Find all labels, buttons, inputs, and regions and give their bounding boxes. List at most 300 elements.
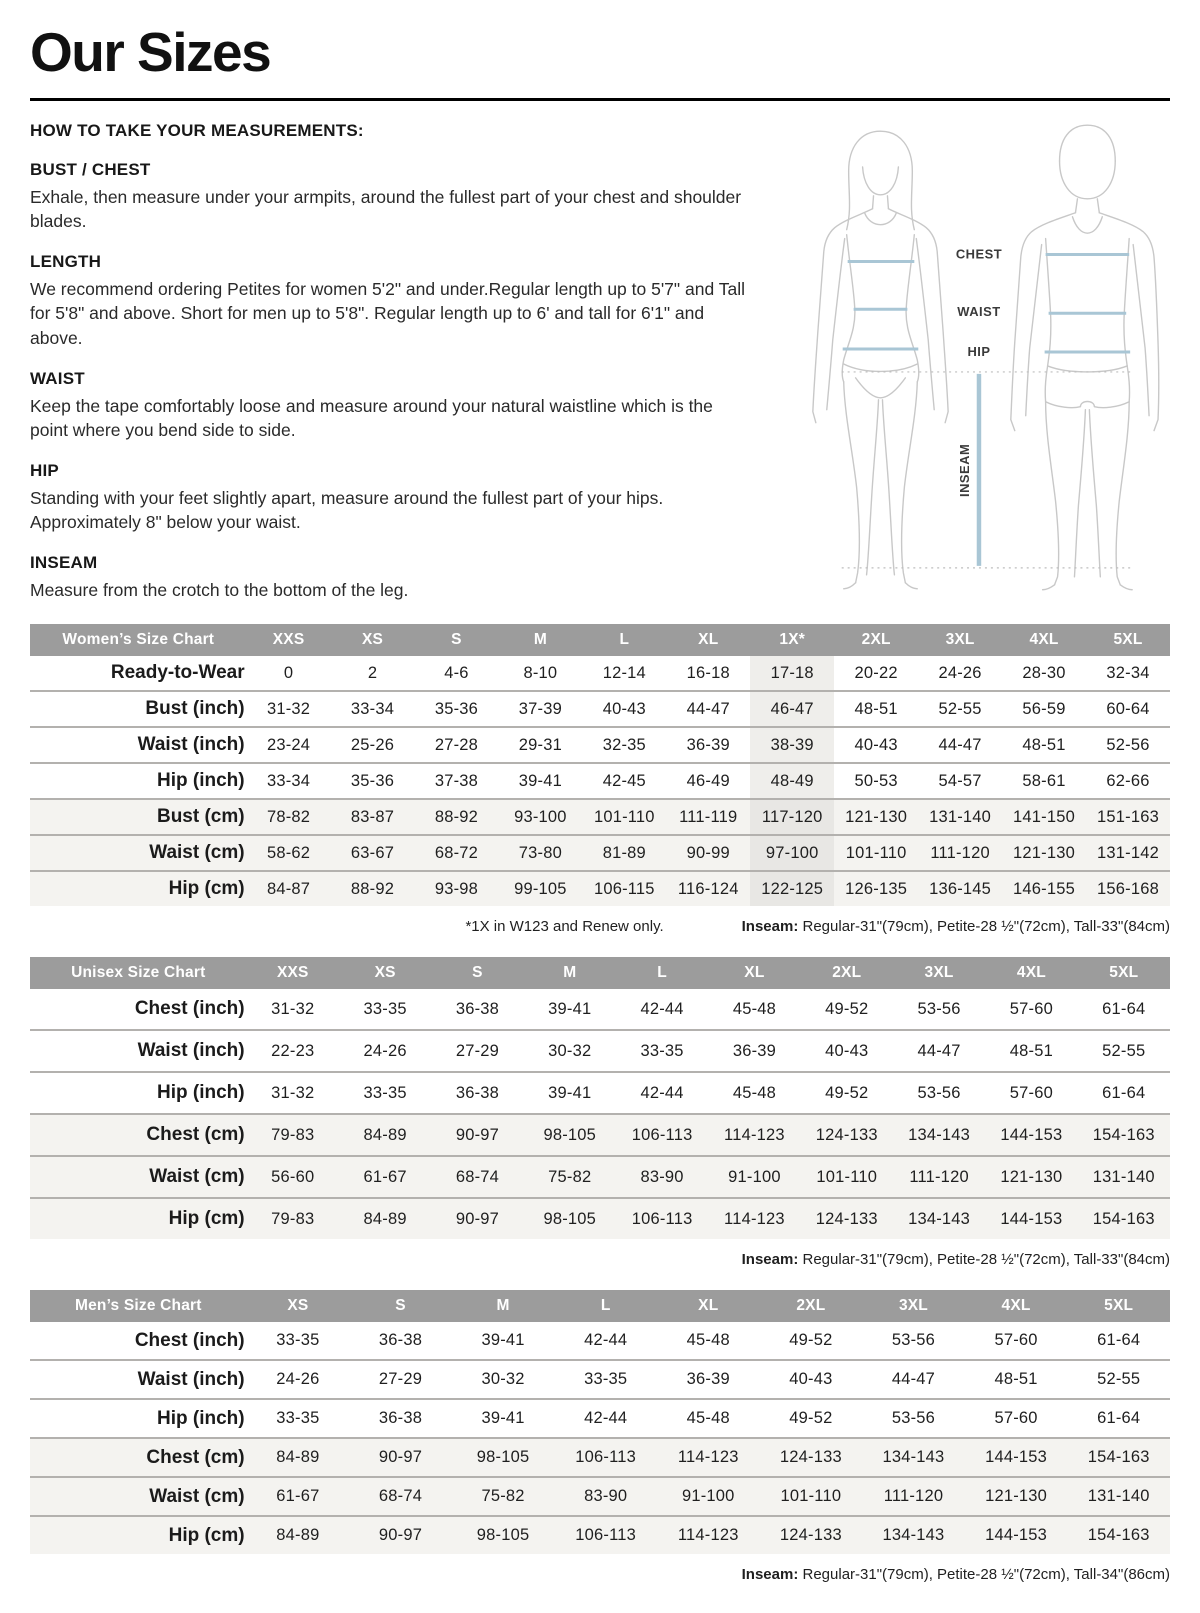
table-row — [30, 835, 1170, 871]
size-cell: 56-59 — [1002, 691, 1086, 727]
section-body-waist: Keep the tape comfortably loose and measure around your natural waistline which is the point where you bend side to side. — [30, 395, 713, 440]
size-cell: 53-56 — [862, 1399, 965, 1438]
size-cell: 42-44 — [616, 989, 708, 1030]
size-cell: 52-55 — [1067, 1360, 1170, 1399]
column-header: 5XL — [1078, 957, 1170, 989]
size-cell: 61-64 — [1067, 1322, 1170, 1360]
column-header: 2XL — [834, 624, 918, 656]
size-cell: 97-100 — [750, 835, 834, 871]
size-cell: 33-35 — [247, 1322, 350, 1360]
size-cell: 45-48 — [708, 989, 800, 1030]
size-cell: 52-55 — [918, 691, 1002, 727]
section-title-waist: WAIST — [30, 368, 85, 388]
size-cell: 122-125 — [750, 871, 834, 906]
size-cell: 42-44 — [554, 1399, 657, 1438]
table-row — [30, 1438, 1170, 1477]
size-cell: 44-47 — [918, 727, 1002, 763]
size-cell: 106-113 — [554, 1438, 657, 1477]
size-cell: 57-60 — [965, 1399, 1068, 1438]
row-label: Bust (inch) — [30, 691, 247, 727]
size-cell: 61-67 — [247, 1477, 350, 1516]
body-figures-illustration — [784, 117, 1162, 593]
size-cell: 124-133 — [801, 1198, 893, 1239]
size-cell: 27-29 — [431, 1030, 523, 1072]
size-cell: 151-163 — [1086, 799, 1170, 835]
size-cell: 154-163 — [1067, 1516, 1170, 1554]
row-label: Hip (cm) — [30, 1516, 247, 1554]
size-cell: 42-44 — [554, 1322, 657, 1360]
table-row — [30, 727, 1170, 763]
size-cell: 36-38 — [349, 1399, 452, 1438]
size-cell: 68-74 — [431, 1156, 523, 1198]
womens-table-footnotes — [30, 918, 1170, 935]
how-to-heading: HOW TO TAKE YOUR MEASUREMENTS: — [30, 121, 364, 140]
table-row — [30, 1516, 1170, 1554]
size-cell: 33-35 — [247, 1399, 350, 1438]
footnote-inseam-men: Inseam: Regular-31"(79cm), Petite-28 ½"(72cm), Tall-34"(86cm) — [741, 1566, 1170, 1584]
table-row — [30, 1114, 1170, 1156]
size-cell: 134-143 — [862, 1516, 965, 1554]
size-cell: 63-67 — [331, 835, 415, 871]
size-cell: 33-34 — [247, 763, 331, 799]
size-cell: 154-163 — [1067, 1438, 1170, 1477]
size-cell: 91-100 — [708, 1156, 800, 1198]
size-cell: 48-51 — [965, 1360, 1068, 1399]
size-cell: 39-41 — [498, 763, 582, 799]
column-header: 5XL — [1086, 624, 1170, 656]
size-cell: 45-48 — [708, 1072, 800, 1114]
size-cell: 90-97 — [431, 1114, 523, 1156]
row-label: Waist (cm) — [30, 1156, 247, 1198]
size-cell: 49-52 — [760, 1322, 863, 1360]
size-cell: 48-51 — [834, 691, 918, 727]
size-cell: 144-153 — [985, 1114, 1077, 1156]
table-row — [30, 1477, 1170, 1516]
column-header: L — [554, 1290, 657, 1322]
mens-size-chart-section — [30, 1290, 1170, 1583]
table-row — [30, 1156, 1170, 1198]
size-cell: 126-135 — [834, 871, 918, 906]
column-header: XL — [666, 624, 750, 656]
size-cell: 83-90 — [554, 1477, 657, 1516]
size-cell: 106-115 — [582, 871, 666, 906]
size-table — [30, 624, 1170, 906]
size-cell: 24-26 — [918, 656, 1002, 691]
size-cell: 44-47 — [862, 1360, 965, 1399]
table-header-row — [30, 1290, 1170, 1322]
size-cell: 75-82 — [524, 1156, 616, 1198]
size-cell: 24-26 — [247, 1360, 350, 1399]
size-cell: 36-38 — [431, 989, 523, 1030]
unisex-table-footnotes — [30, 1251, 1170, 1268]
size-cell: 31-32 — [247, 989, 339, 1030]
size-cell: 48-51 — [1002, 727, 1086, 763]
size-cell: 144-153 — [965, 1438, 1068, 1477]
row-label: Waist (cm) — [30, 1477, 247, 1516]
size-cell: 154-163 — [1078, 1114, 1170, 1156]
size-cell: 22-23 — [247, 1030, 339, 1072]
size-cell: 146-155 — [1002, 871, 1086, 906]
size-cell: 36-38 — [431, 1072, 523, 1114]
section-body-inseam: Measure from the crotch to the bottom of the leg. — [30, 580, 409, 601]
column-header: L — [616, 957, 708, 989]
row-label: Hip (inch) — [30, 1399, 247, 1438]
size-cell: 36-39 — [708, 1030, 800, 1072]
male-figure-outline — [1010, 125, 1158, 590]
size-table — [30, 1290, 1170, 1554]
table-title: Unisex Size Chart — [30, 957, 247, 989]
row-label: Bust (cm) — [30, 799, 247, 835]
size-cell: 93-100 — [498, 799, 582, 835]
row-label: Ready-to-Wear — [30, 656, 247, 691]
column-header: XXS — [247, 957, 339, 989]
size-cell: 121-130 — [1002, 835, 1086, 871]
size-cell: 39-41 — [452, 1399, 555, 1438]
size-cell: 84-89 — [339, 1114, 431, 1156]
size-cell: 83-90 — [616, 1156, 708, 1198]
table-row — [30, 1322, 1170, 1360]
size-cell: 31-32 — [247, 1072, 339, 1114]
size-cell: 106-113 — [616, 1114, 708, 1156]
size-cell: 35-36 — [331, 763, 415, 799]
table-row — [30, 691, 1170, 727]
size-cell: 40-43 — [801, 1030, 893, 1072]
size-cell: 75-82 — [452, 1477, 555, 1516]
section-body-length: We recommend ordering Petites for women 5'2" and under.Regular length up to 5'7" and Tall for 5'8" and above. Short for men up to 5'8". Regular length up to 6' and tall for 6'1" and above. — [30, 279, 745, 348]
table-title: Men’s Size Chart — [30, 1290, 247, 1322]
size-cell: 53-56 — [862, 1322, 965, 1360]
row-label: Waist (inch) — [30, 1360, 247, 1399]
row-label: Chest (inch) — [30, 989, 247, 1030]
table-row — [30, 871, 1170, 906]
size-cell: 93-98 — [414, 871, 498, 906]
column-header: 5XL — [1067, 1290, 1170, 1322]
table-header-row — [30, 957, 1170, 989]
size-cell: 45-48 — [657, 1322, 760, 1360]
size-cell: 131-142 — [1086, 835, 1170, 871]
size-cell: 35-36 — [414, 691, 498, 727]
size-cell: 39-41 — [524, 1072, 616, 1114]
table-row — [30, 1030, 1170, 1072]
table-row — [30, 1198, 1170, 1239]
size-cell: 27-29 — [349, 1360, 452, 1399]
table-row — [30, 763, 1170, 799]
size-cell: 90-97 — [349, 1438, 452, 1477]
size-cell: 121-130 — [985, 1156, 1077, 1198]
inseam-label: INSEAM — [956, 443, 972, 498]
waist-label: WAIST — [956, 304, 1001, 320]
size-cell: 91-100 — [657, 1477, 760, 1516]
size-cell: 58-61 — [1002, 763, 1086, 799]
size-cell: 54-57 — [918, 763, 1002, 799]
section-body-hip: Standing with your feet slightly apart, measure around the fullest part of your hips. Approximately 8" below your waist. — [30, 487, 664, 533]
size-cell: 114-123 — [657, 1516, 760, 1554]
column-header: 2XL — [760, 1290, 863, 1322]
size-cell: 111-119 — [666, 799, 750, 835]
size-cell: 36-38 — [349, 1322, 452, 1360]
size-cell: 49-52 — [801, 1072, 893, 1114]
size-cell: 39-41 — [452, 1322, 555, 1360]
unisex-size-chart-section — [30, 957, 1170, 1268]
size-cell: 44-47 — [893, 1030, 985, 1072]
size-cell: 98-105 — [524, 1114, 616, 1156]
column-header: XL — [657, 1290, 760, 1322]
size-cell: 84-87 — [247, 871, 331, 906]
column-header: 3XL — [918, 624, 1002, 656]
size-cell: 114-123 — [708, 1198, 800, 1239]
size-cell: 68-72 — [414, 835, 498, 871]
column-header: XL — [708, 957, 800, 989]
page-title: Our Sizes — [30, 21, 271, 83]
size-cell: 52-55 — [1078, 1030, 1170, 1072]
row-label: Hip (cm) — [30, 1198, 247, 1239]
size-cell: 60-64 — [1086, 691, 1170, 727]
footnote-1x: *1X in W123 and Renew only. — [465, 918, 664, 936]
size-cell: 136-145 — [918, 871, 1002, 906]
column-header: L — [582, 624, 666, 656]
size-cell: 46-49 — [666, 763, 750, 799]
size-cell: 154-163 — [1078, 1198, 1170, 1239]
size-cell: 111-120 — [918, 835, 1002, 871]
size-cell: 42-44 — [616, 1072, 708, 1114]
size-cell: 84-89 — [247, 1516, 350, 1554]
table-row — [30, 656, 1170, 691]
size-cell: 31-32 — [247, 691, 331, 727]
size-cell: 79-83 — [247, 1198, 339, 1239]
size-cell: 33-34 — [331, 691, 415, 727]
size-cell: 45-48 — [657, 1399, 760, 1438]
row-label: Hip (inch) — [30, 1072, 247, 1114]
column-header: XS — [247, 1290, 350, 1322]
womens-size-table-host — [30, 624, 1170, 906]
size-cell: 33-35 — [554, 1360, 657, 1399]
section-title-inseam: INSEAM — [30, 553, 98, 573]
size-cell: 98-105 — [452, 1438, 555, 1477]
size-cell: 111-120 — [893, 1156, 985, 1198]
column-header: M — [452, 1290, 555, 1322]
size-cell: 111-120 — [862, 1477, 965, 1516]
column-header: XS — [339, 957, 431, 989]
size-cell: 99-105 — [498, 871, 582, 906]
size-cell: 144-153 — [965, 1516, 1068, 1554]
size-cell: 116-124 — [666, 871, 750, 906]
size-cell: 98-105 — [524, 1198, 616, 1239]
mens-table-footnotes — [30, 1566, 1170, 1583]
size-cell: 57-60 — [985, 989, 1077, 1030]
size-cell: 98-105 — [452, 1516, 555, 1554]
column-header: S — [431, 957, 523, 989]
size-cell: 101-110 — [834, 835, 918, 871]
size-cell: 28-30 — [1002, 656, 1086, 691]
size-cell: 49-52 — [801, 989, 893, 1030]
size-cell: 141-150 — [1002, 799, 1086, 835]
size-cell: 23-24 — [247, 727, 331, 763]
size-cell: 12-14 — [582, 656, 666, 691]
size-cell: 24-26 — [339, 1030, 431, 1072]
measurements-section — [30, 121, 1170, 602]
size-cell: 81-89 — [582, 835, 666, 871]
size-cell: 17-18 — [750, 656, 834, 691]
size-cell: 124-133 — [760, 1438, 863, 1477]
size-cell: 48-49 — [750, 763, 834, 799]
size-cell: 84-89 — [339, 1198, 431, 1239]
size-cell: 29-31 — [498, 727, 582, 763]
column-header: S — [414, 624, 498, 656]
size-cell: 156-168 — [1086, 871, 1170, 906]
size-cell: 114-123 — [708, 1114, 800, 1156]
size-cell: 79-83 — [247, 1114, 339, 1156]
hip-label: HIP — [966, 343, 990, 359]
size-cell: 46-47 — [750, 691, 834, 727]
column-header: 3XL — [893, 957, 985, 989]
row-label: Chest (cm) — [30, 1438, 247, 1477]
size-cell: 62-66 — [1086, 763, 1170, 799]
size-cell: 37-39 — [498, 691, 582, 727]
table-title: Women’s Size Chart — [30, 624, 247, 656]
column-header: XS — [331, 624, 415, 656]
size-cell: 40-43 — [834, 727, 918, 763]
size-table — [30, 957, 1170, 1239]
footnote-inseam-unisex: Inseam: Regular-31"(79cm), Petite-28 ½"(72cm), Tall-33"(84cm) — [741, 1251, 1170, 1269]
size-cell: 90-97 — [349, 1516, 452, 1554]
row-label: Chest (cm) — [30, 1114, 247, 1156]
row-label: Waist (inch) — [30, 1030, 247, 1072]
size-cell: 61-64 — [1067, 1399, 1170, 1438]
size-cell: 53-56 — [893, 1072, 985, 1114]
measurement-instructions — [30, 121, 775, 602]
row-label: Waist (cm) — [30, 835, 247, 871]
size-cell: 88-92 — [331, 871, 415, 906]
size-cell: 78-82 — [247, 799, 331, 835]
section-body-bust-chest: Exhale, then measure under your armpits, around the fullest part of your chest and shoulder blades. — [30, 187, 742, 232]
size-cell: 27-28 — [414, 727, 498, 763]
size-cell: 83-87 — [331, 799, 415, 835]
size-cell: 114-123 — [657, 1438, 760, 1477]
size-cell: 57-60 — [985, 1072, 1077, 1114]
section-title-bust-chest: BUST / CHEST — [30, 160, 151, 179]
size-cell: 25-26 — [331, 727, 415, 763]
size-cell: 90-99 — [666, 835, 750, 871]
size-cell: 106-113 — [616, 1198, 708, 1239]
section-title-hip: HIP — [30, 460, 59, 480]
table-row — [30, 1360, 1170, 1399]
size-cell: 0 — [247, 656, 331, 691]
size-cell: 61-64 — [1078, 1072, 1170, 1114]
size-cell: 101-110 — [760, 1477, 863, 1516]
size-cell: 57-60 — [965, 1322, 1068, 1360]
size-cell: 84-89 — [247, 1438, 350, 1477]
column-header: M — [498, 624, 582, 656]
size-cell: 32-34 — [1086, 656, 1170, 691]
size-cell: 2 — [331, 656, 415, 691]
size-cell: 58-62 — [247, 835, 331, 871]
column-header: 4XL — [965, 1290, 1068, 1322]
size-cell: 40-43 — [582, 691, 666, 727]
title-divider — [30, 98, 1170, 101]
column-header: 2XL — [801, 957, 893, 989]
column-header: 3XL — [862, 1290, 965, 1322]
measurement-diagram — [775, 117, 1170, 593]
size-cell: 106-113 — [554, 1516, 657, 1554]
size-cell: 32-35 — [582, 727, 666, 763]
size-cell: 38-39 — [750, 727, 834, 763]
unisex-size-table-host — [30, 957, 1170, 1239]
size-cell: 4-6 — [414, 656, 498, 691]
table-row — [30, 989, 1170, 1030]
size-cell: 144-153 — [985, 1198, 1077, 1239]
size-cell: 68-74 — [349, 1477, 452, 1516]
size-cell: 56-60 — [247, 1156, 339, 1198]
table-row — [30, 799, 1170, 835]
size-cell: 121-130 — [834, 799, 918, 835]
size-cell: 40-43 — [760, 1360, 863, 1399]
column-header: XXS — [247, 624, 331, 656]
womens-size-chart-section — [30, 624, 1170, 935]
size-cell: 90-97 — [431, 1198, 523, 1239]
footnote-inseam-women: Inseam: Regular-31"(79cm), Petite-28 ½"(72cm), Tall-33"(84cm) — [741, 918, 1170, 936]
size-cell: 52-56 — [1086, 727, 1170, 763]
size-cell: 134-143 — [893, 1114, 985, 1156]
size-cell: 44-47 — [666, 691, 750, 727]
size-cell: 39-41 — [524, 989, 616, 1030]
female-figure-outline — [812, 131, 947, 589]
row-label: Hip (inch) — [30, 763, 247, 799]
size-cell: 88-92 — [414, 799, 498, 835]
size-cell: 36-39 — [666, 727, 750, 763]
row-label: Chest (inch) — [30, 1322, 247, 1360]
size-cell: 73-80 — [498, 835, 582, 871]
size-cell: 20-22 — [834, 656, 918, 691]
size-cell: 131-140 — [918, 799, 1002, 835]
size-cell: 53-56 — [893, 989, 985, 1030]
row-label: Hip (cm) — [30, 871, 247, 906]
column-header: 4XL — [985, 957, 1077, 989]
size-cell: 121-130 — [965, 1477, 1068, 1516]
size-cell: 134-143 — [862, 1438, 965, 1477]
row-label: Waist (inch) — [30, 727, 247, 763]
table-row — [30, 1399, 1170, 1438]
size-cell: 33-35 — [339, 989, 431, 1030]
size-cell: 33-35 — [339, 1072, 431, 1114]
size-cell: 101-110 — [801, 1156, 893, 1198]
size-cell: 30-32 — [452, 1360, 555, 1399]
section-title-length: LENGTH — [30, 252, 102, 272]
column-header: S — [349, 1290, 452, 1322]
size-cell: 49-52 — [760, 1399, 863, 1438]
size-cell: 131-140 — [1078, 1156, 1170, 1198]
size-cell: 124-133 — [760, 1516, 863, 1554]
size-cell: 42-45 — [582, 763, 666, 799]
size-cell: 124-133 — [801, 1114, 893, 1156]
size-cell: 8-10 — [498, 656, 582, 691]
size-cell: 37-38 — [414, 763, 498, 799]
table-row — [30, 1072, 1170, 1114]
chest-label: CHEST — [955, 246, 1002, 262]
size-cell: 134-143 — [893, 1198, 985, 1239]
size-cell: 117-120 — [750, 799, 834, 835]
size-cell: 33-35 — [616, 1030, 708, 1072]
size-cell: 30-32 — [524, 1030, 616, 1072]
size-cell: 61-64 — [1078, 989, 1170, 1030]
size-cell: 101-110 — [582, 799, 666, 835]
size-cell: 36-39 — [657, 1360, 760, 1399]
size-cell: 50-53 — [834, 763, 918, 799]
column-header: M — [524, 957, 616, 989]
size-cell: 131-140 — [1067, 1477, 1170, 1516]
table-header-row — [30, 624, 1170, 656]
mens-size-table-host — [30, 1290, 1170, 1554]
size-cell: 48-51 — [985, 1030, 1077, 1072]
